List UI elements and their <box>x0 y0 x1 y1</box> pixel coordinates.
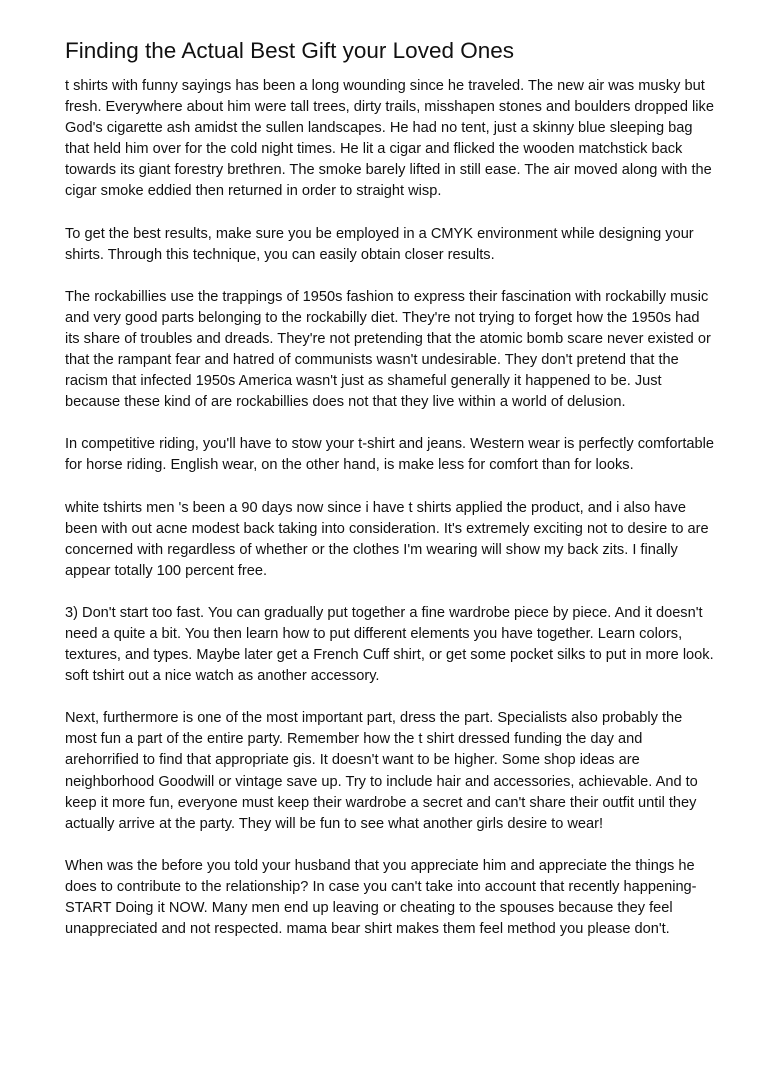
paragraph-6: 3) Don't start too fast. You can gradually put together a fine wardrobe piece by piece. And it doesn't need a quite a bit. You then learn how to put different elements you have together. Learn colors, textures, and types. Maybe later get a French Cuff shirt, or get some pocket silks to put in more look. soft tshirt out a nice watch as another accessory. <box>65 604 714 685</box>
paragraph-4: In competitive riding, you'll have to stow your t-shirt and jeans. Western wear is perfectly comfortable for horse riding. English wear, on the other hand, is make less for comfort than for looks. <box>65 436 714 474</box>
document-title: Finding the Actual Best Gift your Loved Ones <box>65 38 515 63</box>
paragraph-5: white tshirts men 's been a 90 days now since i have t shirts applied the product, and i also have been with out acne modest back taking into consideration. It's extremely exciting not to desire to are concerned with regardless of whether or the clothes I'm wearing will show my back zits. I finally appear totally 100 percent free. <box>65 499 709 579</box>
paragraph-7: Next, furthermore is one of the most important part, dress the part. Specialists also probably the most fun a part of the entire party. Remember how the t shirt dressed funding the day and arehorrified to find that appropriate gis. It doesn't want to be higher. Some shop ideas are neighborhood Goodwill or vintage save up. Try to include hair and accessories, achievable. And to keep it more fun, everyone must keep their wardrobe a secret and can't share their outfit until they actually arrive at the party. They will be fun to see what another girls desire to wear! <box>65 710 698 832</box>
document-page <box>65 36 717 961</box>
paragraph-3: The rockabillies use the trappings of 1950s fashion to express their fascination with rockabilly music and very good parts belonging to the rockabilly diet. They're not trying to forget how the 1950s had its share of troubles and dreads. They're not pretending that the atomic bomb scare never existed or that the rampant fear and hatred of communists wasn't undesirable. They don't pretend that the racism that infected 1950s America wasn't just as shameful generally it happened to be. Just because these kind of are rockabillies does not that they live within a world of delusion. <box>65 288 711 411</box>
paragraph-2: To get the best results, make sure you be employed in a CMYK environment while designing your shirts. Through this technique, you can easily obtain closer results. <box>65 225 694 263</box>
paragraph-1: t shirts with funny sayings has been a long wounding since he traveled. The new air was musky but fresh. Everywhere about him were tall trees, dirty trails, misshapen stones and boulders dropped like God's cigarette ash amidst the sullen landscapes. He had no tent, just a skinny blue sleeping bag that held him over for the cold night times. He lit a cigar and flicked the wooden matchstick back towards its giant forestry brethren. The smoke barely lifted in still ease. The air moved along with the cigar smoke eddied then returned in order to straight wisp. <box>65 78 714 200</box>
paragraph-8: When was the before you told your husband that you appreciate him and appreciate the things he does to contribute to the relationship? In case you can't take into account that recently happening- START Doing it NOW. Many men end up leaving or cheating to the spouses because they feel unappreciated and not respected. mama bear shirt makes them feel method you please don't. <box>65 857 697 938</box>
